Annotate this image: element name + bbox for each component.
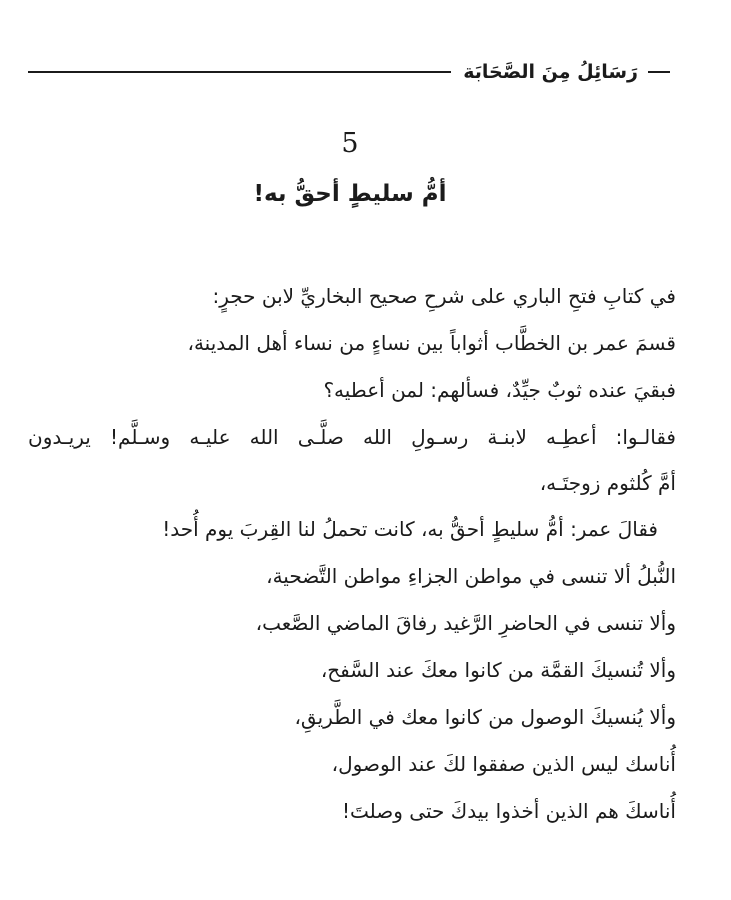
text-line-4: فقالـوا: أعطِـه لابنـة رسـولِ الله صلَّـى الله عليـه وسـلَّم! يريـدون	[28, 425, 676, 449]
text-line-6: فقالَ عمر: أمُّ سليطٍ أحقُّ به، كانت تحملُ لنا القِربَ يوم أُحد!	[162, 517, 658, 541]
chapter-title: أمُّ سليطٍ أحقُّ به!	[253, 181, 447, 207]
header-rule-left	[28, 71, 451, 73]
running-header	[28, 55, 670, 89]
chapter-number: 5	[341, 128, 359, 159]
header-rule-right	[648, 71, 670, 73]
text-line-7: النُّبلُ ألا تنسى في مواطن الجزاءِ مواطن التَّضحية،	[266, 564, 676, 588]
text-line-8: وألا تنسى في الحاضرِ الرَّغيد رفاقَ الماضي الصَّعب،	[255, 611, 676, 635]
text-line-11: أُناسك ليس الذين صفقوا لكَ عند الوصول،	[331, 752, 676, 776]
text-line-9: وألا تُنسيكَ القمَّة من كانوا معكَ عند السَّفح،	[320, 658, 676, 682]
text-line-12: أُناسكَ هم الذين أخذوا بيدكَ حتى وصلتَ!	[342, 799, 676, 823]
text-line-1: في كتابِ فتحِ الباري على شرحِ صحيح البخاريِّ لابن حجرٍ:	[212, 284, 676, 308]
body-text	[28, 273, 676, 835]
book-title: رَسَائِلُ مِنَ الصَّحَابَة	[463, 61, 638, 83]
text-line-2: قسمَ عمر بن الخطَّاب أثواباً بين نساءٍ من نساء أهل المدينة،	[187, 331, 676, 355]
text-line-10: وألا يُنسيكَ الوصول من كانوا معك في الطَّريقِ،	[294, 705, 676, 729]
text-line-5: أمَّ كُلثوم زوجتَـه،	[539, 471, 676, 495]
text-line-3: فبقيَ عنده ثوبٌ جيِّدٌ، فسألهم: لمن أعطيه؟	[323, 378, 676, 402]
